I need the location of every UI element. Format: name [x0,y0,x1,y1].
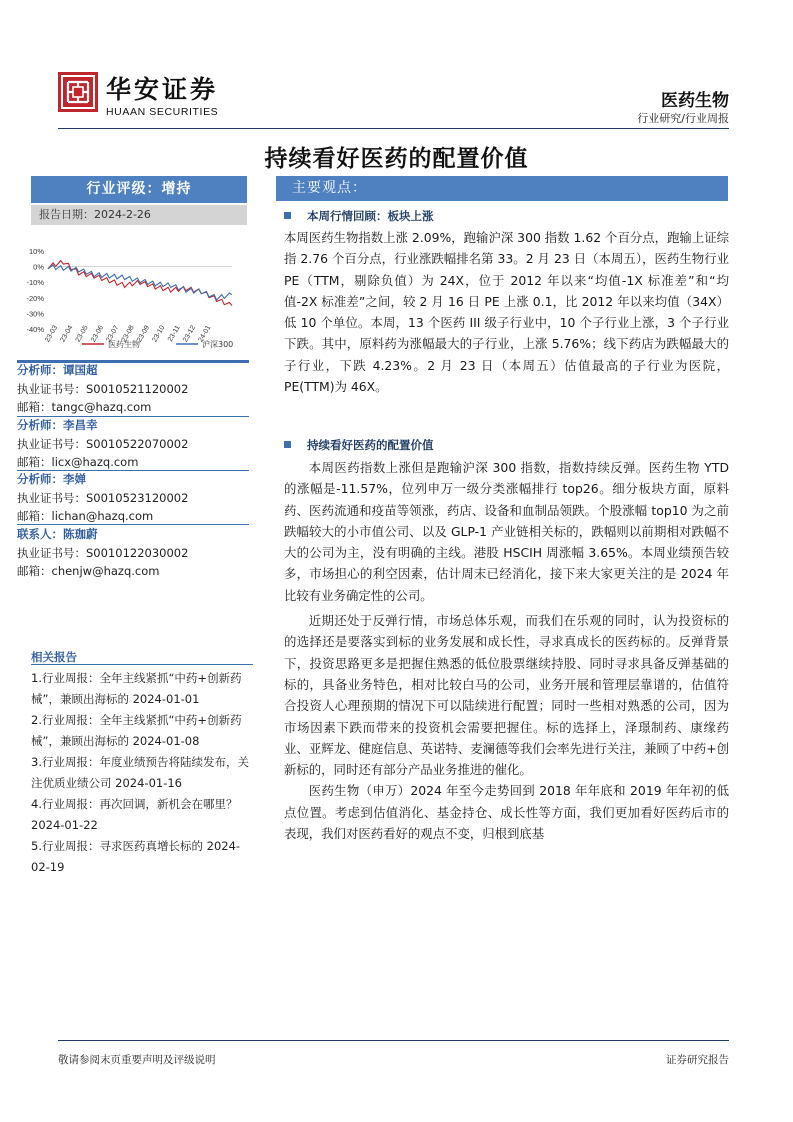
logo-english-name: HUAAN SECURITIES [106,106,219,118]
section-body [284,227,729,397]
paragraph: 医药生物（申万）2024 年至今走势回到 2018 年年底和 2019 年年初的低点位置。考虑到估值消化、基金持仓、成长性等方面，我们更加看好医药后市的表现，我们对医药看好的观点不变，归根到底基 [284,783,729,842]
square-bullet-icon [284,441,291,448]
analyst-license: 执业证书号：S0010523120002 [17,491,189,505]
analyst-name: 分析师：李婵 [17,472,86,486]
contact-email[interactable]: 邮箱：chenjw@hazq.com [17,564,160,578]
section-title [284,208,434,224]
page-title: 持续看好医药的配置价值 [264,145,529,172]
legend-label: 沪深300 [202,340,234,349]
analyst-name: 分析师：谭国超 [17,363,98,377]
report-date: 报告日期：2024-2-26 [31,205,247,225]
series-line-csi300 [48,265,232,300]
related-reports-title: 相关报告 [31,650,77,664]
x-tick-label: 24-01 [197,324,213,344]
related-report-item[interactable]: 1.行业周报：全年主线紧抓“中药+创新药械”，兼顾出海标的 2024-01-01 [31,671,242,706]
x-tick-label: 23-03 [44,324,60,344]
y-tick-label: -10% [26,278,44,288]
x-tick-label: 23-11 [166,324,182,344]
related-report-item[interactable]: 4.行业周报：再次回调，新机会在哪里？2024-01-22 [31,797,238,832]
analyst-email[interactable]: 邮箱：licx@hazq.com [17,455,139,469]
footer-label: 证券研究报告 [666,1054,729,1066]
x-tick-label: 23-09 [136,324,152,344]
analyst-separator [17,524,249,525]
logo-seal-icon [58,72,98,112]
x-tick-label: 23-06 [90,324,106,344]
x-tick-label: 23-08 [120,324,136,344]
related-report-item[interactable]: 3.行业周报：年度业绩预告将陆续发布，关注优质业绩公司 2024-01-16 [31,755,249,790]
contact-license: 执业证书号：S0010122030002 [17,546,189,560]
key-points-header: 主要观点： [276,176,728,201]
y-tick-label: -30% [26,309,44,319]
paragraph: 近期还处于反弹行情，市场总体乐观，而我们在乐观的同时，认为投资标的的选择还是要落实到标的业务发展和成长性，寻求真成长的医药标的。反弹背景下，投资思路更多是把握住熟悉的低位股票继续持股、同时寻求具备反弹基础的标的，具备业务特色，相对比较白马的公司，业务开展和管理层靠谱的，估值符合投资人心理预期的情况下可以陆续进行配置；同时一些相对熟悉的公司，因为市场因素下跌而带来的投资机会需要把握住。标的选择上，泽璟制药、康缘药业、亚辉龙、健庭信息、英诺特、麦澜德等我们会率先进行关注，兼顾了中药+创新标的，同时还有部分产品业务推进的催化。 [284,613,729,778]
performance-chart [22,245,252,355]
x-tick-label: 23-04 [59,324,75,344]
legend-label: 医药生物 [108,340,140,349]
related-report-item[interactable]: 5.行业周报：寻求医药真增长标的 2024-02-19 [31,839,241,874]
paragraph: 本周医药指数上涨但是跑输沪深 300 指数，指数持续反弹。医药生物 YTD 的涨幅是-11.57%，位列申万一级分类涨幅排行 top26。细分板块方面，原料药、医药流通和疫苗等领涨，药店、设备和血制品领跌。个股涨幅 top10 为之前跌幅较大的小市值公司、以及 GLP-1 产业链相关标的，跌幅则以前期相对跌幅不大的公司为主，没有明确的主线。港股 HSCIH 周涨幅 3.65%。本周业绩预告较多，市场担心的利空因素，估计周末已经消化，接下来大家更关注的是 2024 年比较有业务确定性的公司。 [284,460,729,603]
x-tick-label: 23-10 [151,324,167,344]
paragraph: 本周医药生物指数上涨 2.09%，跑输沪深 300 指数 1.62 个百分点，跑输上证综指 2.76 个百分点，行业涨跌幅排名第 33。2 月 23 日（本周五），医药生物行业 PE（TTM，剔除负值）为 24X，位于 2012 年以来“均值-1X 标准差”和“均值-2X 标准差”之间，较 2 月 16 日 PE 上涨 0.1，比 2012 年以来均值（34X）低 10 个单位。本周，13 个医药 III 级子行业中，10 个子行业上涨，3 个子行业下跌。其中，原料药为涨幅最大的子行业，上涨 5.76%；线下药店为跌幅最大的子行业，下跌 4.23%。2 月 23 日（本周五）估值最高的子行业为医院，PE(TTM)为 46X。 [284,230,729,395]
section-body [284,457,729,844]
sector-name: 医药生物 [661,91,729,111]
footer-disclaimer: 敬请参阅末页重要声明及评级说明 [58,1054,216,1066]
footer-divider [58,1040,729,1041]
related-report-item[interactable]: 2.行业周报：全年主线紧抓“中药+创新药械”，兼顾出海标的 2024-01-08 [31,713,242,748]
y-tick-label: 10% [28,247,44,256]
analyst-license: 执业证书号：S0010521120002 [17,382,189,396]
x-tick-label: 23-07 [105,324,121,344]
analyst-email[interactable]: 邮箱：lichan@hazq.com [17,509,154,523]
analyst-email[interactable]: 邮箱：tangc@hazq.com [17,400,152,414]
y-tick-label: -20% [26,293,44,303]
report-type: 行业研究/行业周报 [637,112,729,125]
performance-chart-svg [22,245,252,355]
y-tick-label: 0% [33,262,44,272]
header-divider [58,128,729,129]
x-tick-label: 23-05 [74,324,90,344]
square-bullet-icon [284,212,291,219]
related-divider [31,664,253,665]
section-title-text: 本周行情回顾：板块上涨 [307,209,434,223]
y-tick-label: -40% [26,325,44,334]
related-reports-list [31,668,253,878]
analyst-license: 执业证书号：S0010522070002 [17,437,189,451]
x-tick-label: 23-12 [182,324,198,344]
industry-rating: 行业评级：增持 [31,176,247,203]
logo-chinese-name: 华安证券 [106,75,219,104]
analyst-name: 分析师：李昌幸 [17,418,98,432]
section-title-text: 持续看好医药的配置价值 [307,438,434,452]
section-title [284,437,434,453]
contact-name: 联系人：陈珈蔚 [17,527,98,541]
